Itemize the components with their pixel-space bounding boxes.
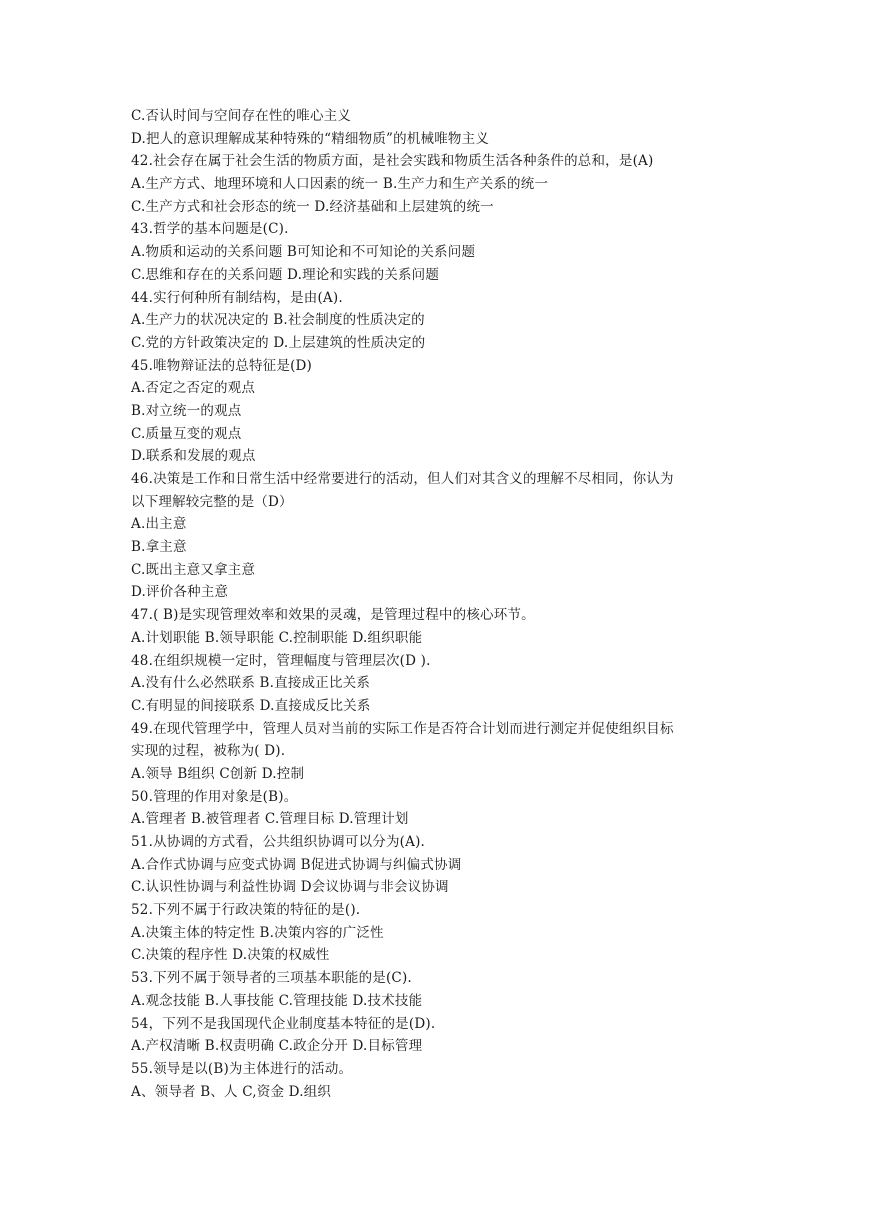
answer-options: A、领导者 B、人 C,资金 D.组织 <box>131 1083 332 1100</box>
question-43: 43.哲学的基本问题是(C). <box>131 221 289 238</box>
answer-option: C.质量互变的观点 <box>131 425 242 442</box>
text-line: D.把人的意识理解成某种特殊的“精细物质”的机械唯物主义 <box>131 130 490 147</box>
answer-options: C.决策的程序性 D.决策的权威性 <box>131 947 330 964</box>
question-50: 50.管理的作用对象是(B)。 <box>131 788 298 805</box>
answer-options: A.没有什么必然联系 B.直接成正比关系 <box>131 675 371 692</box>
answer-option: A.否定之否定的观点 <box>131 380 256 397</box>
question-49: 49.在现代管理学中，管理人员对当前的实际工作是否符合计划而进行测定并促使组织目标 <box>131 720 674 737</box>
answer-options: A.观念技能 B.人事技能 C.管理技能 D.技术技能 <box>131 992 423 1009</box>
answer-options: A.决策主体的特定性 B.决策内容的广泛性 <box>131 924 384 941</box>
answer-options: A.领导 B组织 C创新 D.控制 <box>131 765 305 782</box>
question-47: 47.( B)是实现管理效率和效果的灵魂，是管理过程中的核心环节。 <box>131 607 535 624</box>
question-46: 46.决策是工作和日常生活中经常要进行的活动，但人们对其含义的理解不尽相同，你认为 <box>131 471 674 487</box>
question-55: 55.领导是以(B)为主体进行的活动。 <box>131 1060 353 1077</box>
document-body <box>131 105 751 1103</box>
answer-option: A.出主意 <box>131 516 187 533</box>
question-53: 53.下列不属于领导者的三项基本职能的是(C). <box>131 970 412 987</box>
answer-option: D.联系和发展的观点 <box>131 448 256 465</box>
answer-options: C.有明显的间接联系 D.直接成反比关系 <box>131 697 371 714</box>
question-52: 52.下列不属于行政决策的特征的是(). <box>131 902 361 919</box>
question-49-continued: 实现的过程，被称为( D). <box>131 743 286 760</box>
question-48: 48.在组织规模一定时，管理幅度与管理层次(D ). <box>131 652 431 669</box>
answer-option: B.拿主意 <box>131 539 187 556</box>
answer-options: A.管理者 B.被管理者 C.管理目标 D.管理计划 <box>131 811 409 828</box>
answer-options: A.产权清晰 B.权责明确 C.政企分开 D.目标管理 <box>131 1038 423 1055</box>
answer-options: C.认识性协调与利益性协调 D会议协调与非会议协调 <box>131 879 449 896</box>
answer-options: A.合作式协调与应变式协调 B促进式协调与纠偏式协调 <box>131 856 462 873</box>
answer-options: A.生产力的状况决定的 B.社会制度的性质决定的 <box>131 312 425 329</box>
answer-options: A.生产方式、地理环境和人口因素的统一 B.生产力和生产关系的统一 <box>131 176 549 193</box>
text-line: C.否认时间与空间存在性的唯心主义 <box>131 108 352 124</box>
question-51: 51.从协调的方式看，公共组织协调可以分为(A). <box>131 834 426 850</box>
question-42: 42.社会存在属于社会生活的物质方面，是社会实践和物质生活各种条件的总和，是(A) <box>131 153 654 170</box>
answer-options: A.物质和运动的关系问题 B可知论和不可知论的关系问题 <box>131 244 476 261</box>
answer-options: C.生产方式和社会形态的统一 D.经济基础和上层建筑的统一 <box>131 198 494 215</box>
answer-options: A.计划职能 B.领导职能 C.控制职能 D.组织职能 <box>131 629 423 646</box>
answer-option: B.对立统一的观点 <box>131 402 242 419</box>
answer-option: D.评价各种主意 <box>131 584 229 601</box>
answer-option: C.既出主意又拿主意 <box>131 561 256 578</box>
question-45: 45.唯物辩证法的总特征是(D) <box>131 357 313 374</box>
answer-options: C.思维和存在的关系问题 D.理论和实践的关系问题 <box>131 266 440 283</box>
question-46-continued: 以下理解较完整的是（D） <box>131 493 293 510</box>
answer-options: C.党的方针政策决定的 D.上层建筑的性质决定的 <box>131 334 426 351</box>
question-44: 44.实行何种所有制结构，是由(A). <box>131 289 343 306</box>
question-54: 54，下列不是我国现代企业制度基本特征的是(D). <box>131 1015 436 1032</box>
